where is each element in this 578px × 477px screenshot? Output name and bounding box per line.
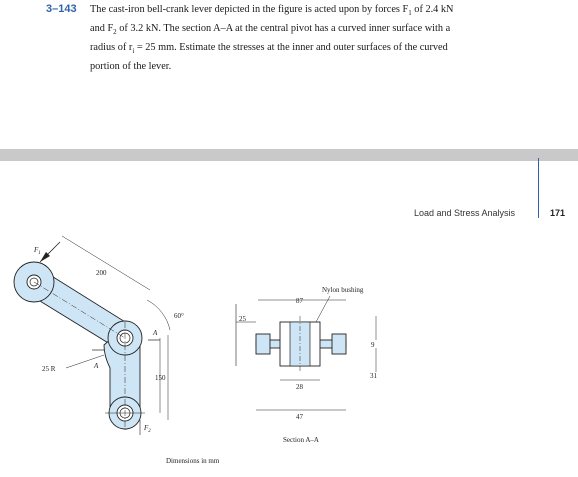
section-right-flange — [332, 334, 346, 354]
radius-label: 25 R — [42, 365, 56, 373]
section-a-a — [236, 286, 378, 444]
dim-150-label: 150 — [155, 374, 166, 382]
section-left-flange — [256, 334, 270, 354]
radius-leader — [66, 355, 104, 368]
dim-47-label: 47 — [296, 413, 303, 421]
running-title: Load and Stress Analysis — [414, 208, 516, 218]
subscript-i: i — [132, 47, 135, 56]
problem-text-line2b: of 3.2 kN. The section A–A at the central pivot has a curved inner surface with a — [116, 23, 451, 35]
problem-text-line1-tail: of 2.4 kN — [411, 4, 454, 15]
dim-200-line — [62, 236, 150, 290]
dim-25-label: 25 — [239, 315, 246, 323]
label-f1: $F_1$ — [34, 246, 41, 256]
problem-text-line3: radius of r — [90, 42, 133, 54]
subscript-1: 1 — [408, 9, 412, 18]
nylon-bushing-label: Nylon bushing — [322, 286, 364, 294]
label-f2: $F_2$ — [144, 424, 151, 434]
problem-text-line2: and F — [90, 23, 114, 35]
problem-number: 3–143 — [46, 3, 77, 15]
page-number: 171 — [550, 208, 566, 218]
subscript-2: 2 — [113, 28, 117, 37]
bell-crank-lever — [14, 236, 220, 465]
dim-31-label: 31 — [370, 372, 377, 380]
angle-60-label: 60° — [174, 312, 184, 320]
dim-9-label: 9 — [371, 341, 375, 349]
label-a-bottom: A — [94, 362, 99, 370]
dim-87-label: 87 — [296, 297, 303, 305]
problem-text-line1: The cast-iron bell-crank lever depicted in the figure is acted upon by forces F — [90, 4, 409, 15]
dimensions-caption: Dimensions in mm — [166, 457, 220, 465]
angle-arc — [147, 300, 170, 330]
dim-28-label: 28 — [296, 383, 303, 391]
label-a-top: A — [153, 329, 158, 337]
problem-text-line4: portion of the lever. — [90, 61, 172, 73]
section-caption: Section A–A — [283, 436, 319, 444]
dim-200-label: 200 — [96, 269, 107, 277]
problem-text-line3b: = 25 mm. Estimate the stresses at the inner and outer surfaces of the curved — [134, 42, 448, 54]
